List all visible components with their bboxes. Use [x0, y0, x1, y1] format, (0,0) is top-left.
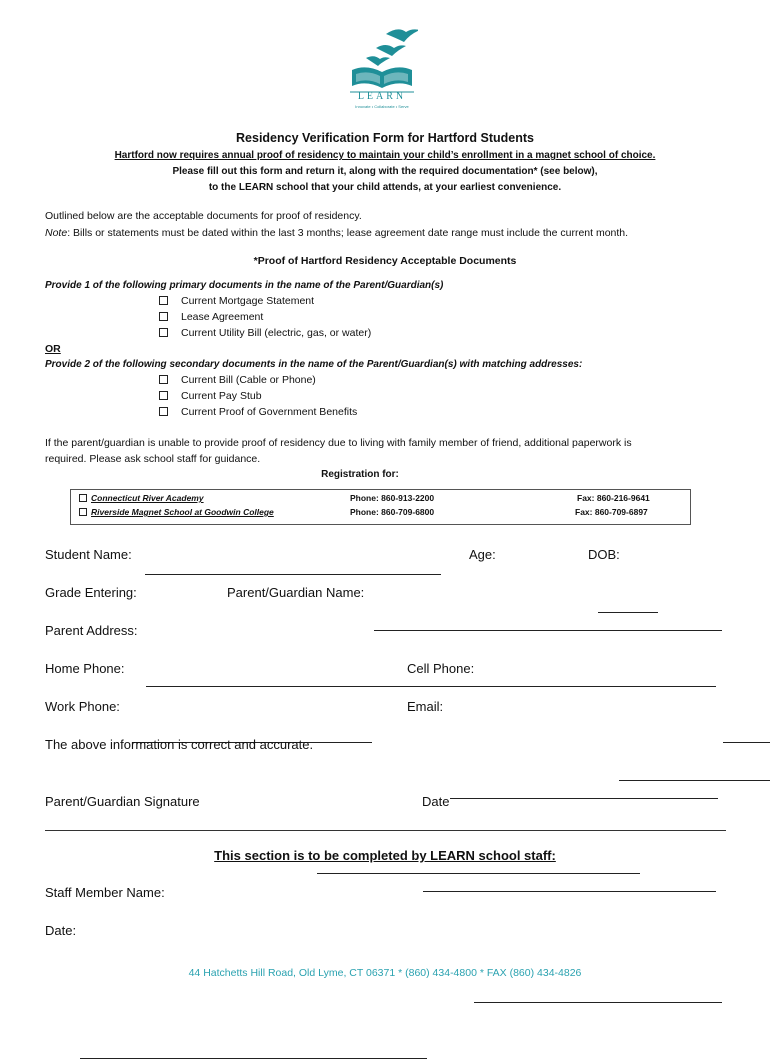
checkbox[interactable]: [159, 296, 168, 305]
primary-heading: Provide 1 of the following primary documents in the name of the Parent/Guardian(s): [45, 280, 444, 291]
staff-member-field[interactable]: [474, 1002, 722, 1003]
intro-line-1: Hartford now requires annual proof of residency to maintain your child’s enrollment in a magnet school of choice.: [114, 150, 656, 161]
school-option-1[interactable]: Connecticut River Academy: [79, 493, 204, 503]
secondary-option-3[interactable]: Current Proof of Government Benefits: [159, 406, 357, 418]
intro-line-3: to the LEARN school that your child attends, at your earliest convenience.: [208, 182, 562, 193]
parent-name-field[interactable]: [374, 630, 722, 631]
grade-label: Grade Entering:: [45, 585, 137, 600]
logo-text: LEARN: [357, 91, 407, 102]
primary-option-2[interactable]: Lease Agreement: [159, 311, 263, 323]
school-2-fax: Fax: 860-709-6897: [575, 507, 648, 517]
student-name-label: Student Name:: [45, 547, 132, 562]
footer-address: 44 Hatchetts Hill Road, Old Lyme, CT 06371 * (860) 434-4800 * FAX (860) 434-4826: [188, 967, 582, 979]
staff-heading: This section is to be completed by LEARN school staff:: [214, 848, 556, 863]
note-text: Note: Bills or statements must be dated within the last 3 months; lease agreement date range must include the current month.: [45, 227, 629, 239]
student-name-field[interactable]: [145, 574, 441, 575]
email-label: Email:: [407, 699, 444, 714]
date-field[interactable]: [423, 891, 716, 892]
checkbox[interactable]: [159, 407, 168, 416]
checkbox[interactable]: [79, 508, 87, 516]
section-divider: [45, 830, 726, 831]
documents-heading: *Proof of Hartford Residency Acceptable Documents: [253, 255, 517, 267]
date-label: Date: [422, 794, 450, 809]
staff-date-label: Date:: [45, 923, 77, 938]
secondary-heading: Provide 2 of the following secondary documents in the name of the Parent/Guardian(s) with matching addresses:: [45, 359, 583, 370]
school-2-phone: Phone: 860-709-6800: [350, 507, 435, 517]
form-title: Residency Verification Form for Hartford Students: [236, 131, 534, 145]
registration-box: [70, 489, 691, 525]
staff-member-label: Staff Member Name:: [45, 885, 165, 900]
checkbox[interactable]: [159, 391, 168, 400]
secondary-option-2[interactable]: Current Pay Stub: [159, 390, 262, 402]
logo-tagline: Innovate • Collaborate • Serve: [355, 104, 409, 109]
work-phone-field[interactable]: [619, 780, 770, 781]
checkbox[interactable]: [159, 375, 168, 384]
checkbox[interactable]: [79, 494, 87, 502]
grade-field[interactable]: [598, 612, 658, 613]
age-label: Age:: [469, 547, 496, 562]
or-label: OR: [45, 343, 61, 355]
learn-logo: [346, 24, 418, 114]
work-phone-label: Work Phone:: [45, 699, 120, 714]
school-option-2[interactable]: Riverside Magnet School at Goodwin College: [79, 507, 274, 517]
school-1-phone: Phone: 860-913-2200: [350, 493, 435, 503]
primary-option-1[interactable]: Current Mortgage Statement: [159, 295, 314, 307]
secondary-option-1[interactable]: Current Bill (Cable or Phone): [159, 374, 316, 386]
cell-phone-label: Cell Phone:: [407, 661, 475, 676]
signature-label: Parent/Guardian Signature: [45, 794, 200, 809]
cell-phone-field[interactable]: [723, 742, 770, 743]
address-label: Parent Address:: [45, 623, 138, 638]
checkbox[interactable]: [159, 312, 168, 321]
dob-label: DOB:: [588, 547, 620, 562]
home-phone-label: Home Phone:: [45, 661, 125, 676]
signature-field[interactable]: [317, 873, 640, 874]
intro-line-2: Please fill out this form and return it, along with the required documentation* (see below),: [172, 166, 598, 177]
address-field[interactable]: [146, 686, 716, 687]
attest-text: The above information is correct and accurate.: [45, 737, 314, 752]
primary-option-3[interactable]: Current Utility Bill (electric, gas, or water): [159, 327, 371, 339]
checkbox[interactable]: [159, 328, 168, 337]
email-field[interactable]: [450, 798, 718, 799]
parent-name-label: Parent/Guardian Name:: [227, 585, 365, 600]
outline-text: Outlined below are the acceptable documents for proof of residency.: [45, 210, 362, 222]
guidance-line-1: If the parent/guardian is unable to provide proof of residency due to living with family member of friend, additional paperwork is: [45, 437, 632, 449]
school-1-fax: Fax: 860-216-9641: [577, 493, 650, 503]
registration-label: Registration for:: [321, 469, 399, 480]
guidance-line-2: required. Please ask school staff for guidance.: [45, 453, 261, 465]
